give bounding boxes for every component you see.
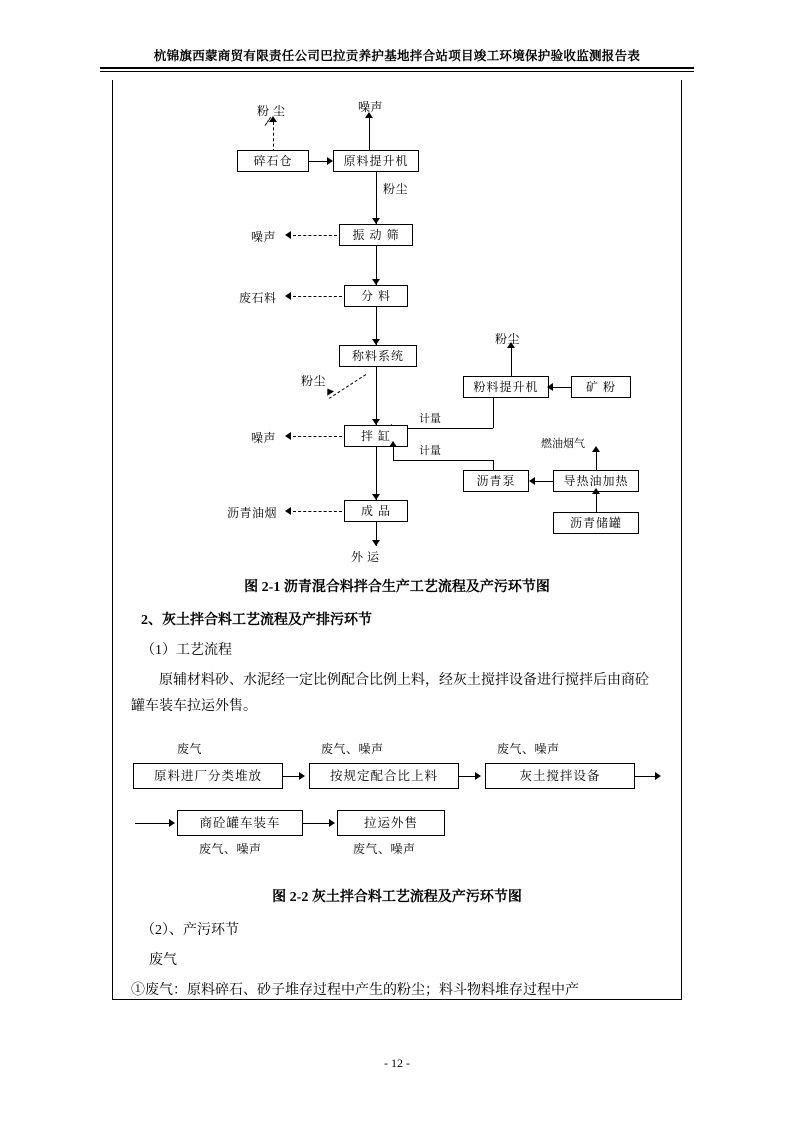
line-powderlift-dust — [511, 348, 512, 376]
dash-asphalt-fume — [293, 511, 342, 512]
header-title: 杭锦旗西蒙商贸有限责任公司巴拉贡养护基地拌合站项目竣工环境保护验收监测报告表 — [153, 49, 641, 63]
box-concrete-truck-loading: 商砼罐车装车 — [177, 810, 303, 836]
line-lift-to-screen — [376, 172, 377, 224]
arrow-noise-mixer — [285, 432, 291, 440]
section-body1: 原辅材料砂、水泥经一定比例配合比例上料，经灰土搅拌设备进行搅拌后由商砼罐车装车拉运外售。 — [131, 673, 649, 714]
arrow-f2-2 — [475, 772, 481, 780]
label-metering-1: 计量 — [419, 413, 441, 425]
arrow-heat-to-pump — [529, 477, 535, 485]
label-waste-gas-noise-2: 废气、噪声 — [497, 742, 560, 756]
label-waste-gas-noise-1: 废气、噪声 — [321, 742, 384, 756]
section2-waste-gas-label: 废气 — [149, 953, 177, 968]
line-bin-to-lift — [309, 161, 329, 162]
box-mixer: 拌 缸 — [344, 425, 408, 447]
line-metering2 — [393, 460, 493, 461]
arrow-f2-4 — [169, 819, 175, 827]
box-haul-and-sell: 拉运外售 — [337, 810, 445, 836]
box-heat-oil-heating: 导热油加热 — [553, 470, 639, 492]
label-dust-powder-lift: 粉尘 — [495, 332, 521, 346]
label-dust-top-left: 粉 尘 — [257, 104, 286, 118]
arrow-asphalt-fume — [285, 507, 291, 515]
label-noise-screen: 噪声 — [251, 230, 277, 244]
label-waste-stone: 废石料 — [239, 291, 277, 305]
line-noise-top — [369, 118, 370, 150]
arrow-f2-1 — [299, 772, 305, 780]
arrow-f2-3 — [655, 772, 661, 780]
box-raw-material-sorting: 原料进厂分类堆放 — [133, 763, 283, 789]
line-metering1 — [393, 428, 493, 429]
label-waste-gas-noise-4: 废气、噪声 — [353, 842, 416, 856]
label-metering-2: 计量 — [419, 445, 441, 457]
label-noise-mixer: 噪声 — [251, 431, 277, 445]
section2-sub2: （2）、产污环节 — [141, 923, 239, 938]
arrow-oil-fume — [592, 446, 600, 452]
dash-waste-stone — [293, 296, 342, 297]
arrow-waste-stone — [285, 292, 291, 300]
dash-noise-mixer — [293, 436, 342, 437]
line-heat-to-pump — [535, 481, 553, 482]
label-waste-gas: 废气 — [177, 742, 203, 756]
arrow-f2-5 — [329, 819, 335, 827]
page-footer: - 12 - — [384, 1056, 410, 1070]
section2-body2: ①废气：原料碎石、砂子堆存过程中产生的粉尘；料斗物料堆存过程中产 — [131, 983, 579, 998]
arrow-metering2 — [389, 441, 397, 447]
line-f2-3 — [635, 776, 657, 777]
line-asphaltpump-up — [493, 460, 494, 470]
box-vibrating-screen: 振 动 筛 — [339, 224, 413, 246]
box-mineral-powder: 矿 粉 — [571, 376, 631, 398]
line-mixer-down — [393, 447, 394, 460]
document-header — [100, 46, 694, 72]
label-outbound: 外 运 — [351, 550, 380, 564]
label-noise-top: 噪声 — [358, 100, 384, 114]
box-limesoil-mixer: 灰土搅拌设备 — [485, 763, 635, 789]
content-frame — [112, 80, 682, 1000]
line-tank-to-heat — [596, 492, 597, 512]
arrow-noise-top — [365, 112, 373, 118]
line-f2-4 — [135, 823, 171, 824]
arrow-noise-screen — [285, 231, 291, 239]
box-powder-lift: 粉料提升机 — [463, 376, 549, 398]
line-weigh-to-mixer — [376, 367, 377, 425]
label-waste-gas-noise-3: 废气、噪声 — [199, 842, 262, 856]
dash-noise-screen — [293, 235, 337, 236]
header-rule — [100, 67, 694, 72]
box-proportioned-feeding: 按规定配合比上料 — [309, 763, 459, 789]
box-raw-material-lift: 原料提升机 — [333, 150, 419, 172]
line-mineral-to-lift — [553, 387, 571, 388]
figure2-caption: 图 2-2 灰土拌合料工艺流程及产污环节图 — [272, 890, 522, 905]
box-crushed-stone-bin: 碎石仓 — [237, 150, 309, 172]
arrow-mineral-to-lift — [547, 383, 553, 391]
box-weighing-system: 称料系统 — [339, 345, 417, 367]
line-mixer-to-product — [376, 447, 377, 500]
arrow-tank-to-heat — [592, 488, 600, 494]
label-oil-fume: 燃油烟气 — [541, 438, 585, 450]
box-asphalt-storage-tank: 沥青储罐 — [553, 512, 639, 534]
label-dust-mixer: 粉尘 — [301, 374, 327, 388]
label-dust-lift: 粉尘 — [383, 182, 409, 196]
label-asphalt-fume: 沥青油烟 — [227, 506, 278, 520]
arrow-dust-top-left — [269, 116, 277, 122]
line-powderlift-down — [493, 398, 494, 428]
dash-dust-vert — [273, 122, 274, 152]
line-oil-fume — [596, 452, 597, 470]
line-f2-5 — [303, 823, 331, 824]
figure1-caption: 图 2-1 沥青混合料拌合生产工艺流程及产污环节图 — [244, 580, 550, 595]
box-material-separation: 分 料 — [344, 285, 408, 307]
dash-dust-mixer — [329, 374, 366, 399]
section-heading: 2、灰土拌合料工艺流程及产排污环节 — [141, 613, 372, 628]
box-asphalt-pump: 沥青泵 — [463, 470, 529, 492]
box-finished-product: 成 品 — [344, 500, 408, 522]
arrow-powderlift-dust — [507, 342, 515, 348]
section-sub1: （1）工艺流程 — [141, 643, 232, 658]
arrow-product-out — [372, 540, 380, 546]
